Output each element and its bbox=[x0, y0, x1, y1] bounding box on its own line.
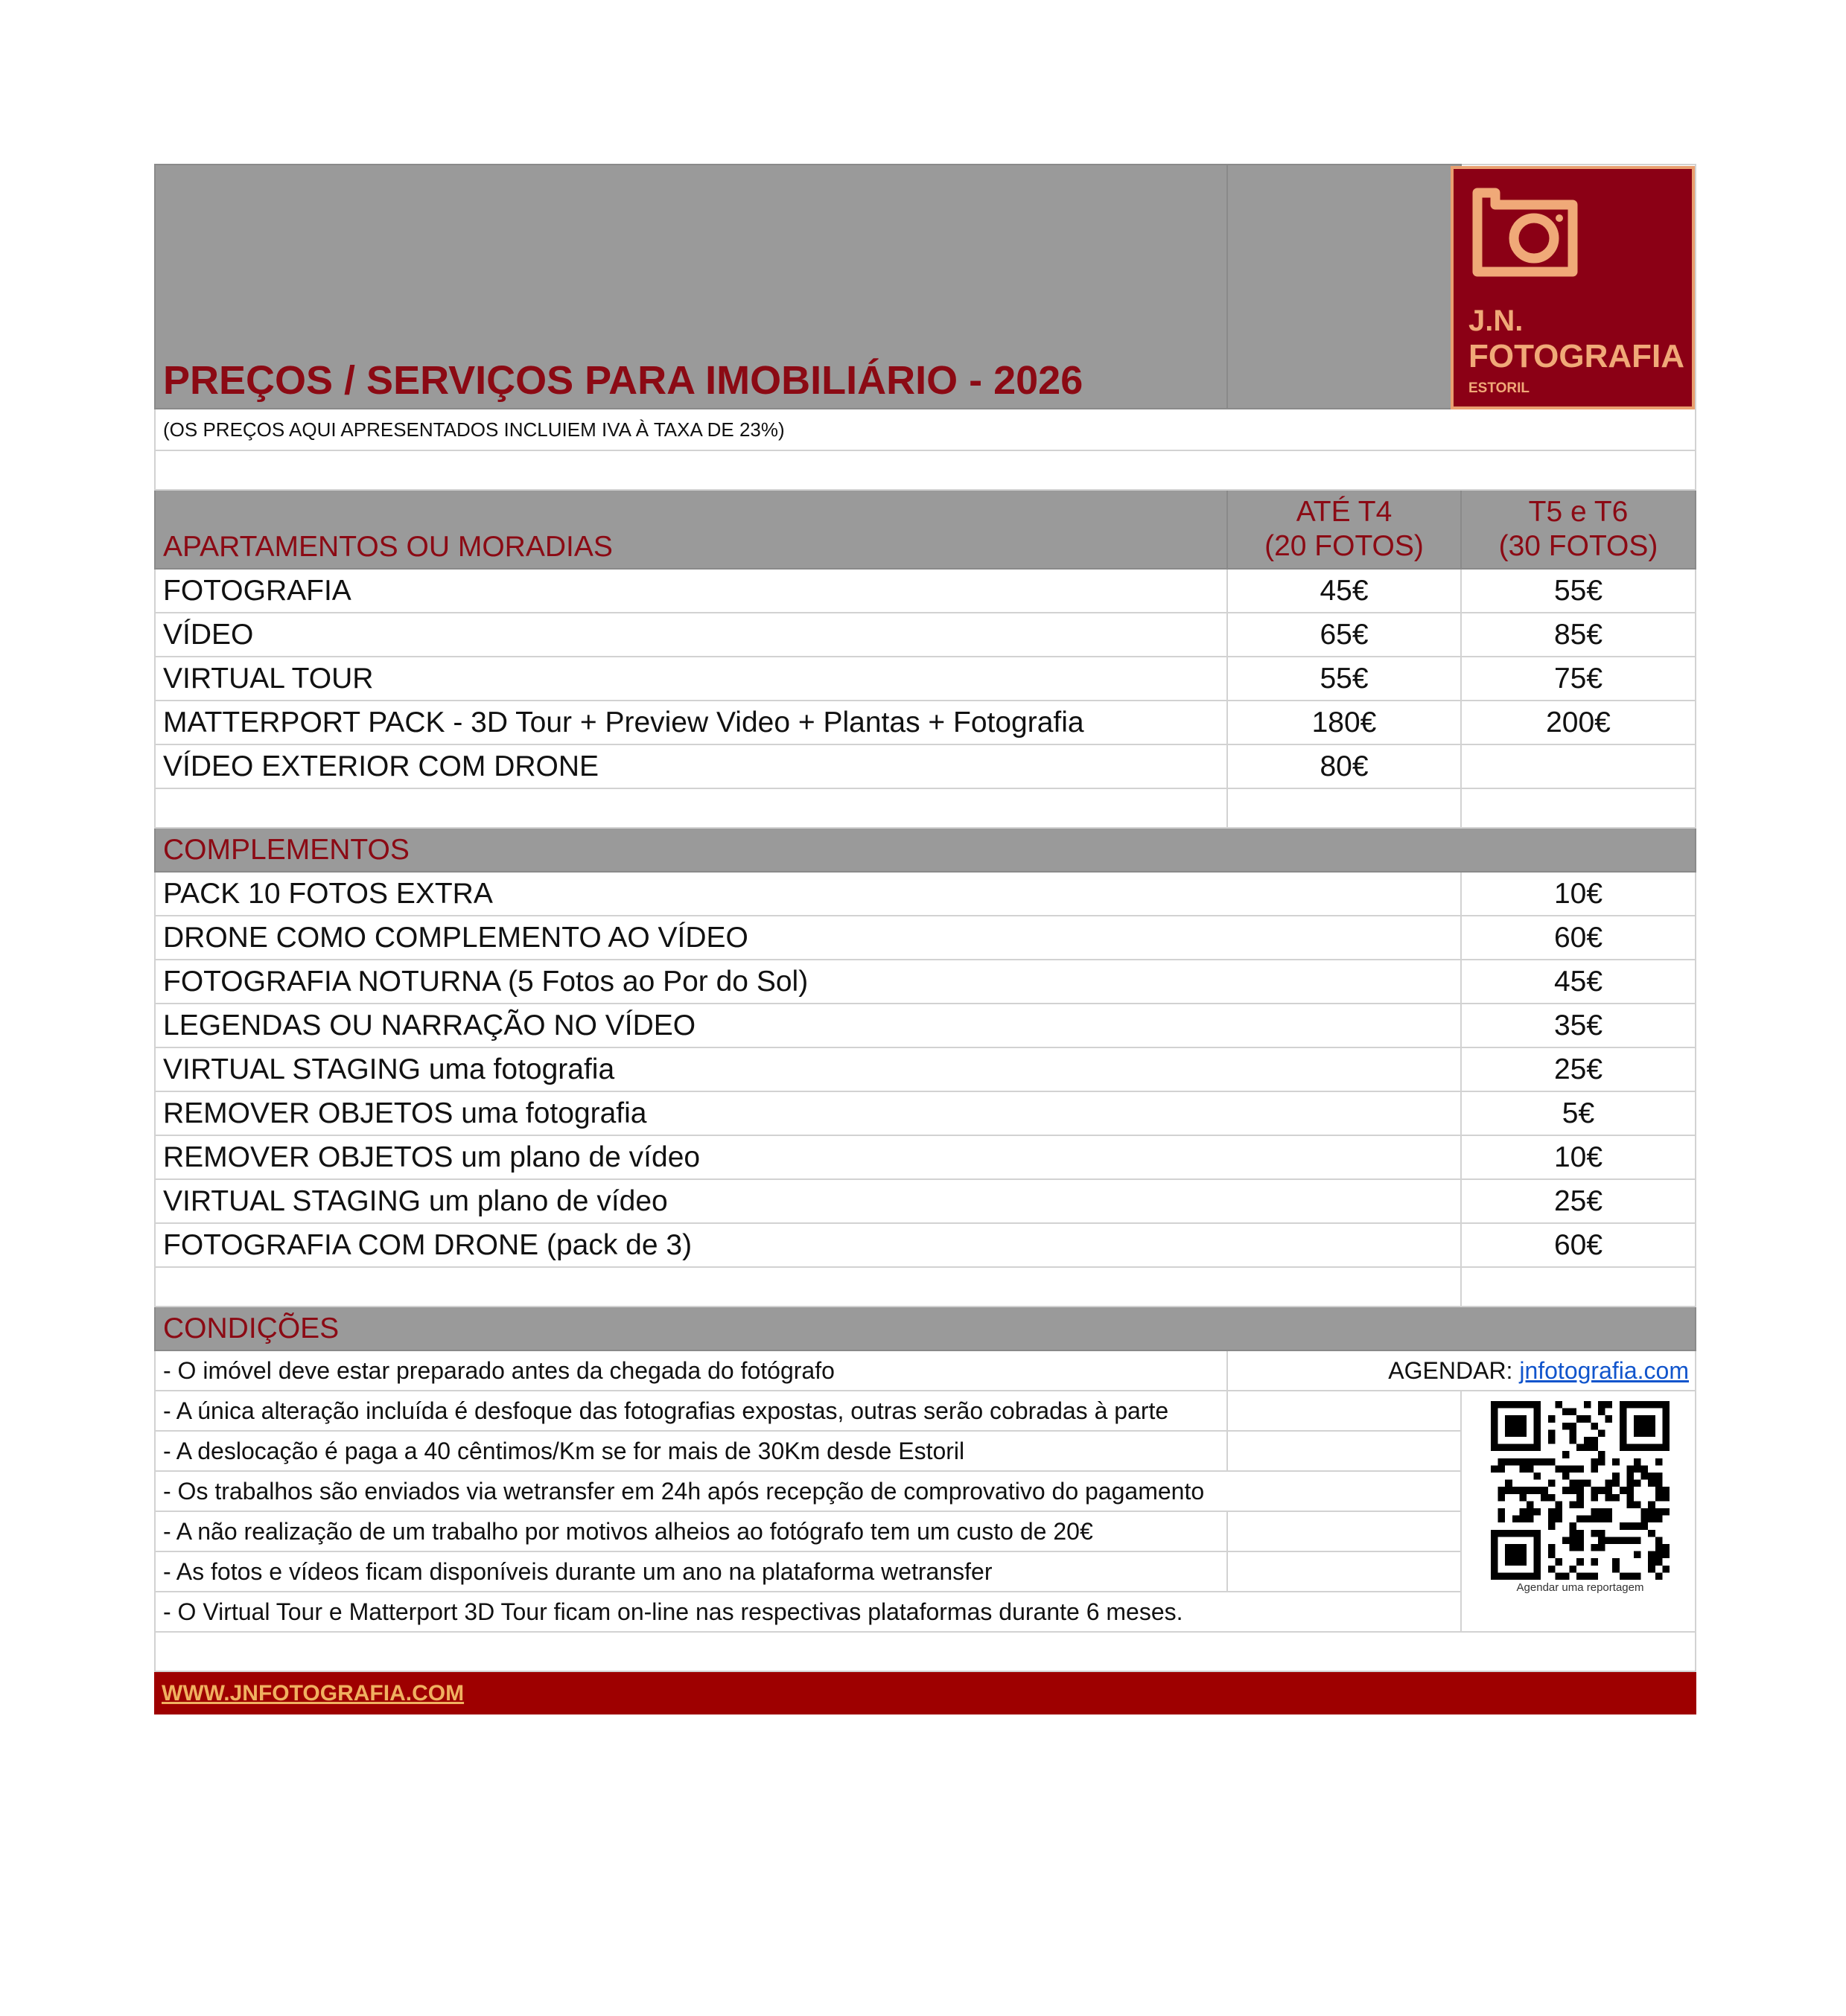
qr-module bbox=[1634, 1537, 1641, 1544]
price-t4: 65€ bbox=[1228, 613, 1462, 657]
complement-label: VIRTUAL STAGING uma fotografia bbox=[154, 1048, 1462, 1092]
qr-module bbox=[1519, 1465, 1527, 1473]
qr-module bbox=[1584, 1516, 1591, 1523]
qr-module bbox=[1648, 1566, 1655, 1573]
qr-module bbox=[1576, 1444, 1584, 1452]
qr-module bbox=[1498, 1465, 1506, 1473]
condition-text: - As fotos e vídeos ficam disponíveis durante um ano na plataforma wetransfer bbox=[154, 1552, 1228, 1592]
qr-module bbox=[1591, 1558, 1598, 1566]
price-sheet bbox=[154, 164, 1696, 1714]
qr-module bbox=[1498, 1494, 1506, 1502]
apartments-header-row bbox=[154, 491, 1696, 570]
qr-module bbox=[1562, 1409, 1570, 1416]
price-t5t6: 85€ bbox=[1462, 613, 1696, 657]
qr-module bbox=[1555, 1572, 1562, 1580]
qr-module bbox=[1570, 1480, 1577, 1487]
qr-module bbox=[1548, 1508, 1556, 1516]
qr-module bbox=[1620, 1537, 1627, 1544]
qr-module bbox=[1626, 1501, 1634, 1508]
qr-module bbox=[1512, 1458, 1520, 1466]
qr-module bbox=[1626, 1572, 1634, 1580]
table-row bbox=[154, 1048, 1696, 1092]
qr-module bbox=[1584, 1572, 1591, 1580]
qr-caption: Agendar uma reportagem bbox=[1516, 1581, 1644, 1594]
service-label: FOTOGRAFIA bbox=[154, 570, 1228, 613]
schedule-link[interactable]: jnfotografia.com bbox=[1519, 1356, 1689, 1384]
qr-module bbox=[1548, 1544, 1556, 1551]
blank-row bbox=[154, 789, 1696, 829]
qr-module bbox=[1641, 1508, 1649, 1516]
col-header-t4-line2: (20 FOTOS) bbox=[1264, 530, 1424, 562]
table-row bbox=[154, 570, 1696, 613]
condition-text: - A única alteração incluída é desfoque das fotografias expostas, outras serão cobradas à parte bbox=[154, 1391, 1228, 1432]
blank-cell bbox=[1462, 789, 1696, 829]
complement-label: DRONE COMO COMPLEMENTO AO VÍDEO bbox=[154, 916, 1462, 960]
qr-module bbox=[1534, 1487, 1541, 1494]
qr-module bbox=[1634, 1522, 1641, 1530]
qr-module bbox=[1562, 1465, 1570, 1473]
qr-module bbox=[1662, 1494, 1670, 1502]
qr-module bbox=[1570, 1501, 1577, 1508]
qr-module bbox=[1555, 1401, 1562, 1409]
qr-module bbox=[1591, 1444, 1598, 1452]
qr-module bbox=[1648, 1473, 1655, 1480]
qr-module bbox=[1498, 1516, 1506, 1523]
qr-module bbox=[1612, 1473, 1620, 1480]
logo-line-3: ESTORIL bbox=[1468, 380, 1530, 396]
qr-module bbox=[1584, 1437, 1591, 1444]
qr-module bbox=[1576, 1516, 1584, 1523]
price-t5t6: 75€ bbox=[1462, 657, 1696, 701]
qr-module bbox=[1648, 1508, 1655, 1516]
complement-label: FOTOGRAFIA COM DRONE (pack de 3) bbox=[154, 1224, 1462, 1268]
qr-module bbox=[1591, 1494, 1598, 1502]
qr-module bbox=[1584, 1415, 1591, 1423]
qr-module bbox=[1498, 1508, 1506, 1516]
col-header-t4-line1: ATÉ T4 bbox=[1296, 496, 1393, 528]
condition-text: - A deslocação é paga a 40 cêntimos/Km se for mais de 30Km desde Estoril bbox=[154, 1432, 1228, 1472]
footer-bar bbox=[154, 1672, 1696, 1714]
qr-module bbox=[1512, 1487, 1520, 1494]
qr-module bbox=[1570, 1409, 1577, 1416]
qr-module bbox=[1591, 1437, 1598, 1444]
complement-label: FOTOGRAFIA NOTURNA (5 Fotos ao Por do Sol) bbox=[154, 960, 1462, 1004]
table-row bbox=[154, 745, 1696, 789]
qr-module bbox=[1626, 1487, 1634, 1494]
table-row bbox=[154, 613, 1696, 657]
brand-logo bbox=[1451, 166, 1695, 409]
blank-cell bbox=[1228, 1512, 1462, 1552]
price-t5t6: 200€ bbox=[1462, 701, 1696, 745]
condition-row bbox=[154, 1432, 1696, 1472]
qr-module bbox=[1527, 1508, 1534, 1516]
qr-module bbox=[1576, 1494, 1584, 1502]
blank-cell bbox=[154, 451, 1696, 491]
qr-module bbox=[1605, 1508, 1613, 1516]
qr-module bbox=[1598, 1508, 1605, 1516]
qr-module bbox=[1591, 1530, 1598, 1537]
qr-module bbox=[1519, 1458, 1527, 1466]
qr-module bbox=[1655, 1537, 1663, 1544]
qr-module bbox=[1598, 1451, 1605, 1458]
qr-module bbox=[1626, 1537, 1634, 1544]
service-label: VIRTUAL TOUR bbox=[154, 657, 1228, 701]
qr-module bbox=[1620, 1572, 1627, 1580]
qr-module bbox=[1576, 1572, 1584, 1580]
qr-module bbox=[1505, 1487, 1512, 1494]
qr-module bbox=[1648, 1480, 1655, 1487]
qr-module bbox=[1598, 1537, 1605, 1544]
table-row bbox=[154, 701, 1696, 745]
website-link[interactable]: WWW.JNFOTOGRAFIA.COM bbox=[162, 1680, 465, 1706]
condition-row bbox=[154, 1512, 1696, 1552]
logo-line-2: FOTOGRAFIA bbox=[1468, 338, 1685, 374]
qr-module bbox=[1505, 1458, 1512, 1466]
conditions-header-row bbox=[154, 1307, 1696, 1351]
condition-text: - A não realização de um trabalho por motivos alheios ao fotógrafo tem um custo de 20€ bbox=[154, 1512, 1228, 1552]
qr-module bbox=[1548, 1415, 1556, 1423]
qr-module bbox=[1562, 1473, 1570, 1480]
complement-label: VIRTUAL STAGING um plano de vídeo bbox=[154, 1180, 1462, 1224]
table-row bbox=[154, 1180, 1696, 1224]
blank-row bbox=[154, 451, 1696, 491]
qr-module bbox=[1548, 1429, 1556, 1437]
qr-module bbox=[1562, 1423, 1570, 1430]
col-header-t5t6-line2: (30 FOTOS) bbox=[1498, 530, 1658, 562]
qr-module bbox=[1555, 1516, 1562, 1523]
qr-module bbox=[1655, 1494, 1663, 1502]
qr-module bbox=[1655, 1516, 1663, 1523]
blank-cell bbox=[154, 1268, 1462, 1307]
complement-label: REMOVER OBJETOS um plano de vídeo bbox=[154, 1136, 1462, 1180]
qr-module bbox=[1655, 1551, 1663, 1559]
complement-price: 5€ bbox=[1462, 1092, 1696, 1136]
qr-module bbox=[1562, 1537, 1570, 1544]
qr-module bbox=[1548, 1480, 1556, 1487]
qr-module bbox=[1548, 1522, 1556, 1530]
complements-header-row bbox=[154, 829, 1696, 873]
qr-module bbox=[1534, 1458, 1541, 1466]
qr-module bbox=[1591, 1465, 1598, 1473]
qr-module bbox=[1612, 1558, 1620, 1566]
qr-module bbox=[1598, 1516, 1605, 1523]
qr-module bbox=[1570, 1437, 1577, 1444]
complement-price: 25€ bbox=[1462, 1048, 1696, 1092]
price-t4: 55€ bbox=[1228, 657, 1462, 701]
qr-module bbox=[1641, 1516, 1649, 1523]
qr-module bbox=[1570, 1566, 1577, 1573]
qr-module bbox=[1612, 1566, 1620, 1573]
qr-module bbox=[1662, 1487, 1670, 1494]
table-row bbox=[154, 1004, 1696, 1048]
qr-module bbox=[1548, 1458, 1556, 1466]
table-row bbox=[154, 960, 1696, 1004]
qr-module bbox=[1576, 1537, 1584, 1544]
complement-price: 60€ bbox=[1462, 1224, 1696, 1268]
qr-module bbox=[1584, 1401, 1591, 1409]
qr-module bbox=[1648, 1516, 1655, 1523]
complement-price: 25€ bbox=[1462, 1180, 1696, 1224]
conditions-heading: CONDIÇÕES bbox=[154, 1307, 1696, 1351]
qr-module bbox=[1570, 1423, 1577, 1430]
price-t5t6: 55€ bbox=[1462, 570, 1696, 613]
complement-label: PACK 10 FOTOS EXTRA bbox=[154, 873, 1462, 916]
qr-module bbox=[1655, 1508, 1663, 1516]
blank-cell bbox=[1228, 1552, 1462, 1592]
table-row bbox=[154, 916, 1696, 960]
qr-module bbox=[1548, 1494, 1556, 1502]
price-t4: 180€ bbox=[1228, 701, 1462, 745]
qr-module bbox=[1655, 1487, 1663, 1494]
qr-module bbox=[1648, 1530, 1655, 1537]
qr-module bbox=[1634, 1465, 1641, 1473]
qr-module bbox=[1570, 1465, 1577, 1473]
conditions-block bbox=[154, 1351, 1696, 1633]
qr-module bbox=[1634, 1551, 1641, 1559]
qr-module bbox=[1505, 1415, 1527, 1437]
blank-row bbox=[154, 1268, 1696, 1307]
qr-module bbox=[1634, 1501, 1641, 1508]
qr-module bbox=[1634, 1458, 1641, 1466]
blank-cell bbox=[154, 1633, 1696, 1672]
qr-module bbox=[1555, 1558, 1562, 1566]
table-row bbox=[154, 1136, 1696, 1180]
qr-module bbox=[1548, 1566, 1556, 1573]
qr-module bbox=[1548, 1551, 1556, 1559]
complement-price: 45€ bbox=[1462, 960, 1696, 1004]
qr-module bbox=[1655, 1558, 1663, 1566]
qr-module bbox=[1555, 1465, 1562, 1473]
qr-module bbox=[1591, 1508, 1598, 1516]
qr-module bbox=[1634, 1572, 1641, 1580]
qr-module bbox=[1505, 1480, 1512, 1487]
apartments-heading: APARTAMENTOS OU MORADIAS bbox=[154, 491, 1228, 570]
condition-row bbox=[154, 1351, 1696, 1391]
condition-row bbox=[154, 1472, 1696, 1512]
qr-module bbox=[1655, 1473, 1663, 1480]
qr-module bbox=[1612, 1537, 1620, 1544]
condition-row bbox=[154, 1391, 1696, 1432]
qr-module bbox=[1562, 1572, 1570, 1580]
qr-module bbox=[1527, 1501, 1534, 1508]
qr-module bbox=[1605, 1415, 1613, 1423]
camera-icon bbox=[1470, 184, 1582, 281]
qr-module bbox=[1519, 1494, 1527, 1502]
qr-module bbox=[1519, 1516, 1527, 1523]
qr-module bbox=[1591, 1572, 1598, 1580]
qr-module bbox=[1527, 1487, 1534, 1494]
qr-module bbox=[1570, 1522, 1577, 1530]
qr-module bbox=[1527, 1458, 1534, 1466]
page-title: PREÇOS / SERVIÇOS PARA IMOBILIÁRIO - 2026 bbox=[163, 358, 1083, 403]
complement-price: 10€ bbox=[1462, 873, 1696, 916]
qr-module bbox=[1555, 1508, 1562, 1516]
qr-module bbox=[1612, 1480, 1620, 1487]
condition-text: - O Virtual Tour e Matterport 3D Tour ficam on-line nas respectivas plataformas durante 6 meses. bbox=[154, 1592, 1462, 1633]
qr-module bbox=[1570, 1537, 1577, 1544]
qr-module bbox=[1648, 1558, 1655, 1566]
complement-label: REMOVER OBJETOS uma fotografia bbox=[154, 1092, 1462, 1136]
qr-module bbox=[1620, 1487, 1627, 1494]
qr-module bbox=[1570, 1530, 1577, 1537]
complement-price: 35€ bbox=[1462, 1004, 1696, 1048]
qr-module bbox=[1662, 1508, 1670, 1516]
qr-module bbox=[1562, 1451, 1570, 1458]
qr-code[interactable] bbox=[1480, 1392, 1681, 1601]
qr-module bbox=[1641, 1522, 1649, 1530]
qr-module bbox=[1591, 1487, 1598, 1494]
blank-row bbox=[154, 1633, 1696, 1672]
qr-module bbox=[1576, 1465, 1584, 1473]
qr-module bbox=[1548, 1437, 1556, 1444]
table-row bbox=[154, 1092, 1696, 1136]
condition-row bbox=[154, 1592, 1696, 1633]
service-label: MATTERPORT PACK - 3D Tour + Preview Video + Plantas + Fotografia bbox=[154, 701, 1228, 745]
complements-heading: COMPLEMENTOS bbox=[154, 829, 1696, 873]
qr-module bbox=[1598, 1458, 1605, 1466]
qr-module bbox=[1570, 1429, 1577, 1437]
qr-module bbox=[1591, 1423, 1598, 1430]
qr-module bbox=[1598, 1544, 1605, 1551]
blank-cell bbox=[154, 789, 1228, 829]
condition-text: - O imóvel deve estar preparado antes da chegada do fotógrafo bbox=[154, 1351, 1228, 1391]
blank-cell bbox=[1228, 1391, 1462, 1432]
footer-row bbox=[154, 1672, 1696, 1714]
qr-module bbox=[1598, 1429, 1605, 1437]
qr-module bbox=[1648, 1501, 1655, 1508]
qr-module bbox=[1576, 1501, 1584, 1508]
qr-module bbox=[1648, 1551, 1655, 1559]
subtitle-row bbox=[154, 409, 1696, 451]
table-row bbox=[154, 657, 1696, 701]
qr-module bbox=[1598, 1487, 1605, 1494]
qr-module bbox=[1512, 1516, 1520, 1523]
service-label: VÍDEO EXTERIOR COM DRONE bbox=[154, 745, 1228, 789]
qr-module bbox=[1534, 1508, 1541, 1516]
schedule-cell bbox=[1228, 1351, 1696, 1391]
qr-module bbox=[1655, 1480, 1663, 1487]
qr-module bbox=[1576, 1558, 1584, 1566]
qr-module bbox=[1527, 1516, 1534, 1523]
qr-module bbox=[1626, 1480, 1634, 1487]
qr-module bbox=[1598, 1401, 1605, 1409]
qr-module bbox=[1505, 1544, 1527, 1566]
qr-module bbox=[1605, 1401, 1613, 1409]
qr-module bbox=[1634, 1415, 1655, 1437]
qr-module bbox=[1570, 1487, 1577, 1494]
condition-row bbox=[154, 1552, 1696, 1592]
qr-module bbox=[1576, 1480, 1584, 1487]
qr-module bbox=[1605, 1516, 1613, 1523]
qr-code-image bbox=[1491, 1401, 1670, 1580]
qr-module bbox=[1534, 1473, 1541, 1480]
complement-label: LEGENDAS OU NARRAÇÃO NO VÍDEO bbox=[154, 1004, 1462, 1048]
qr-module bbox=[1576, 1487, 1584, 1494]
logo-line-1: J.N. bbox=[1468, 304, 1524, 337]
condition-text: - Os trabalhos são enviados via wetransfer em 24h após recepção de comprovativo do pagamento bbox=[154, 1472, 1462, 1512]
qr-module bbox=[1605, 1480, 1613, 1487]
qr-module bbox=[1605, 1537, 1613, 1544]
title-cell bbox=[154, 164, 1228, 409]
price-t4: 45€ bbox=[1228, 570, 1462, 613]
qr-module bbox=[1662, 1544, 1670, 1551]
qr-module bbox=[1634, 1480, 1641, 1487]
qr-module bbox=[1591, 1516, 1598, 1523]
table-row bbox=[154, 873, 1696, 916]
qr-module bbox=[1626, 1494, 1634, 1502]
qr-module bbox=[1598, 1530, 1605, 1537]
qr-module bbox=[1598, 1409, 1605, 1416]
qr-module bbox=[1576, 1530, 1584, 1537]
qr-module bbox=[1576, 1544, 1584, 1551]
qr-module bbox=[1491, 1465, 1498, 1473]
header-spacer-cell bbox=[1228, 164, 1462, 409]
qr-module bbox=[1662, 1566, 1670, 1573]
complement-price: 60€ bbox=[1462, 916, 1696, 960]
qr-module bbox=[1626, 1522, 1634, 1530]
col-header-t5t6 bbox=[1462, 491, 1696, 570]
qr-module bbox=[1655, 1544, 1663, 1551]
qr-module bbox=[1548, 1516, 1556, 1523]
price-t5t6 bbox=[1462, 745, 1696, 789]
qr-module bbox=[1584, 1444, 1591, 1452]
col-header-t5t6-line1: T5 e T6 bbox=[1528, 496, 1629, 528]
qr-module bbox=[1576, 1415, 1584, 1423]
qr-module bbox=[1498, 1487, 1506, 1494]
qr-module bbox=[1527, 1465, 1534, 1473]
qr-module bbox=[1541, 1458, 1548, 1466]
qr-module bbox=[1641, 1473, 1649, 1480]
blank-cell bbox=[1228, 1432, 1462, 1472]
qr-module bbox=[1570, 1544, 1577, 1551]
col-header-t4 bbox=[1228, 491, 1462, 570]
qr-module bbox=[1562, 1487, 1570, 1494]
qr-module bbox=[1612, 1494, 1620, 1502]
schedule-label: AGENDAR: bbox=[1388, 1356, 1513, 1384]
qr-module bbox=[1612, 1458, 1620, 1466]
table-row bbox=[154, 1224, 1696, 1268]
qr-module bbox=[1555, 1501, 1562, 1508]
blank-cell bbox=[1228, 789, 1462, 829]
qr-module bbox=[1541, 1487, 1548, 1494]
qr-module bbox=[1541, 1494, 1548, 1502]
qr-module bbox=[1584, 1480, 1591, 1487]
blank-cell bbox=[1462, 1268, 1696, 1307]
qr-module bbox=[1519, 1508, 1527, 1516]
qr-module bbox=[1591, 1458, 1598, 1466]
header-row bbox=[154, 164, 1696, 409]
qr-module bbox=[1605, 1494, 1613, 1502]
qr-module bbox=[1655, 1572, 1663, 1580]
complement-price: 10€ bbox=[1462, 1136, 1696, 1180]
qr-module bbox=[1620, 1522, 1627, 1530]
qr-module bbox=[1605, 1487, 1613, 1494]
qr-module bbox=[1641, 1465, 1649, 1473]
price-t4: 80€ bbox=[1228, 745, 1462, 789]
qr-module bbox=[1626, 1473, 1634, 1480]
qr-module bbox=[1626, 1465, 1634, 1473]
qr-module bbox=[1591, 1544, 1598, 1551]
qr-module bbox=[1655, 1458, 1663, 1466]
vat-note: (OS PREÇOS AQUI APRESENTADOS INCLUIEM IVA À TAXA DE 23%) bbox=[154, 409, 1696, 451]
qr-module bbox=[1519, 1487, 1527, 1494]
qr-module bbox=[1662, 1551, 1670, 1559]
qr-module bbox=[1498, 1458, 1506, 1466]
service-label: VÍDEO bbox=[154, 613, 1228, 657]
